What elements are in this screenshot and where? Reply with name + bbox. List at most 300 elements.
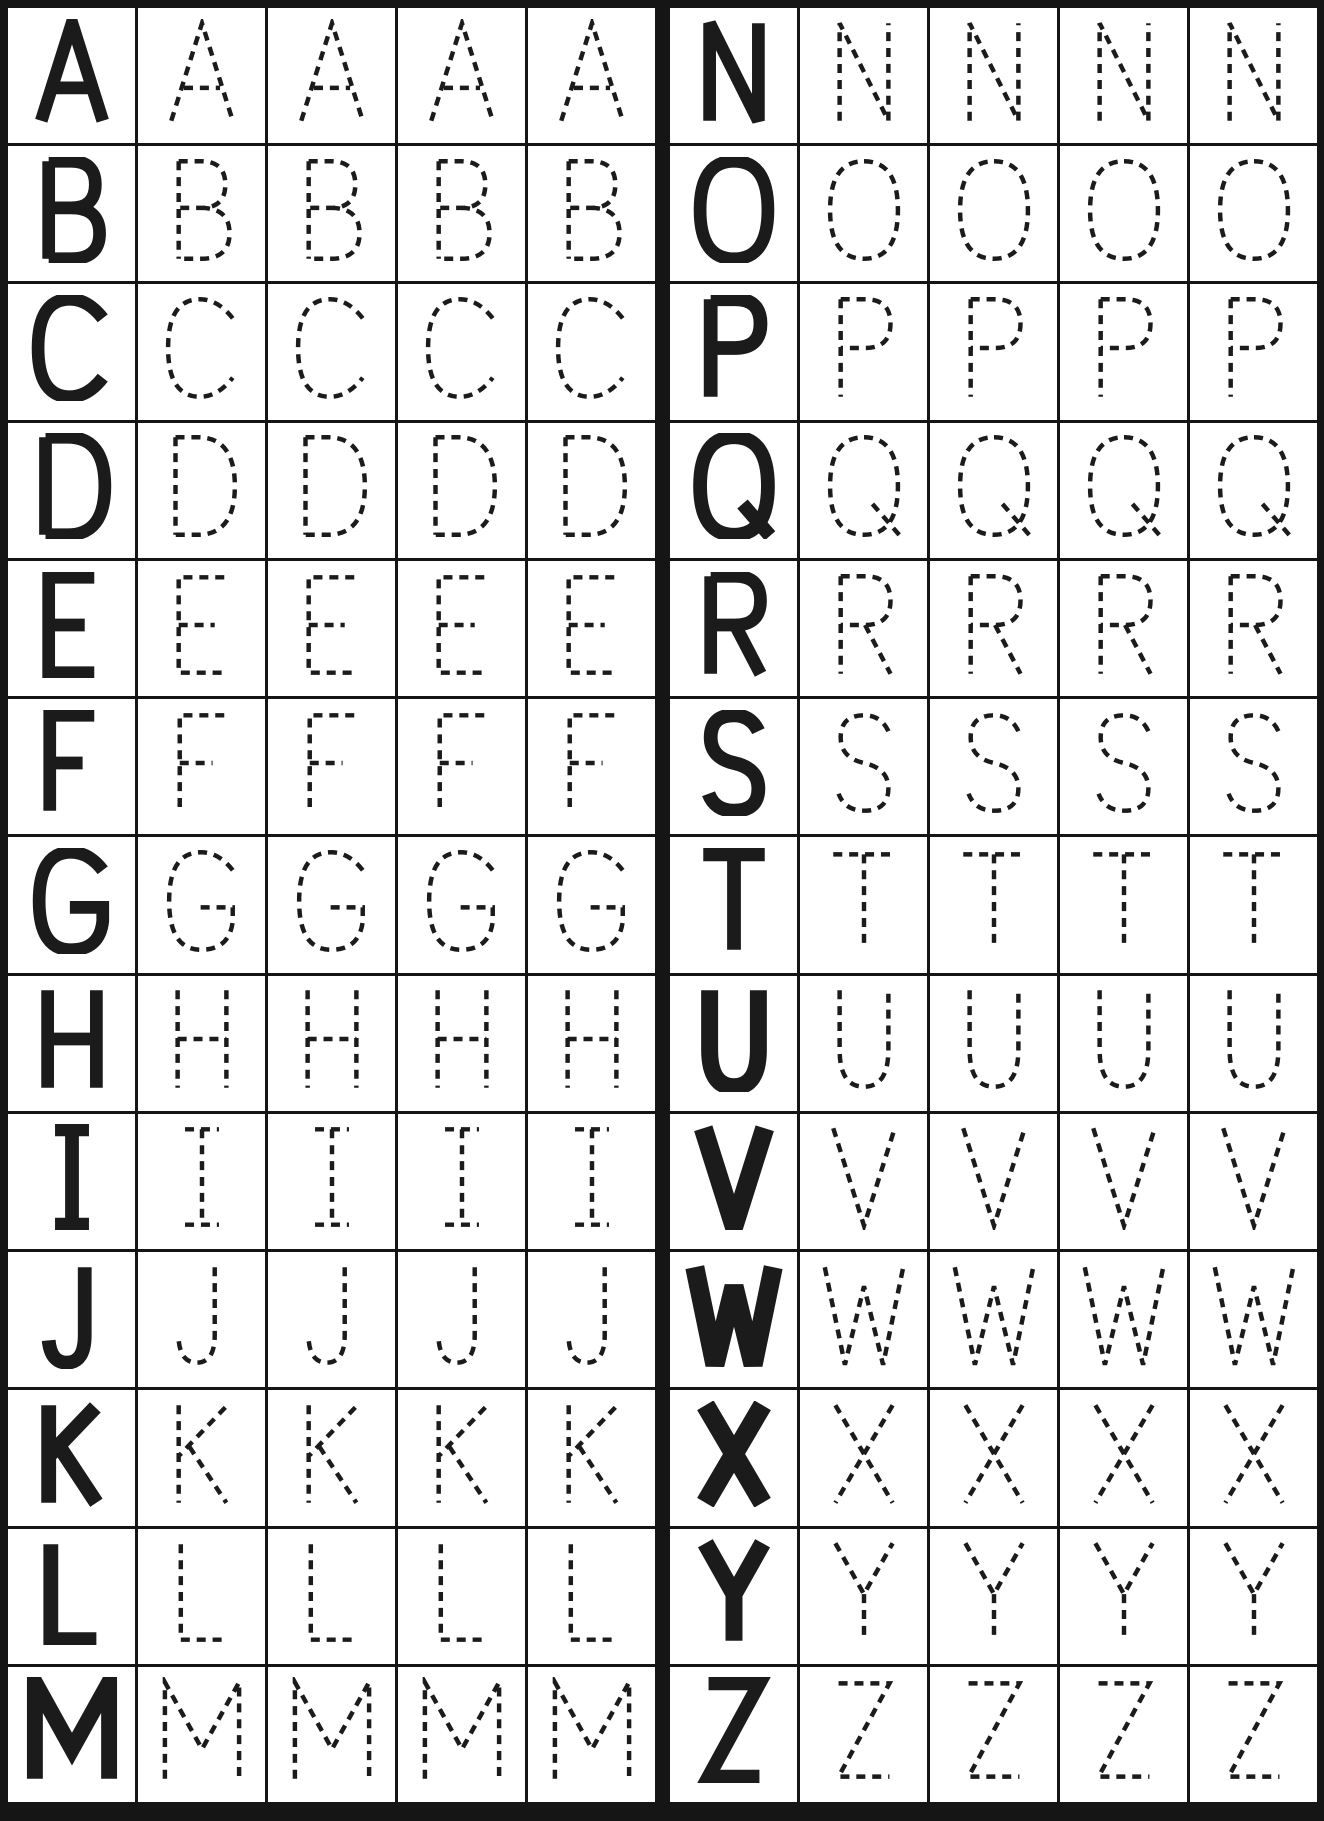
- letter-V-trace-glyph: [811, 1124, 917, 1230]
- letter-N-trace-path: [969, 23, 1018, 121]
- letter-F-trace-glyph: [279, 710, 385, 816]
- cell-M-trace-1: [138, 1667, 265, 1802]
- letter-U-solid-path: [709, 990, 758, 1086]
- letter-W-trace-glyph: [1201, 1263, 1307, 1369]
- letter-S-trace-glyph: [1201, 710, 1307, 816]
- letter-I-trace-path: [185, 1130, 219, 1225]
- letter-W-trace-path: [954, 1267, 1032, 1365]
- cell-O-trace-1: [800, 146, 927, 281]
- cell-P-trace-1: [800, 284, 927, 419]
- letter-Z-solid-glyph: [681, 1677, 787, 1783]
- cell-W-trace-4: [1190, 1252, 1317, 1387]
- letter-F-trace-glyph: [149, 710, 255, 816]
- letter-R-solid-path: [710, 576, 760, 674]
- letter-U-trace-glyph: [1071, 986, 1177, 1092]
- cell-Q-trace-2: [930, 423, 1057, 558]
- cell-G-trace-2: [268, 837, 395, 972]
- letter-T-trace-path: [1223, 854, 1284, 949]
- letter-X-trace-glyph: [811, 1401, 917, 1507]
- letter-Z-trace-path: [838, 1684, 889, 1777]
- letter-G-trace-glyph: [409, 848, 515, 954]
- cell-G-trace-3: [398, 837, 525, 972]
- letter-V-trace-path: [833, 1129, 894, 1227]
- cell-Z-trace-2: [930, 1667, 1057, 1802]
- letter-Z-trace-path: [968, 1684, 1019, 1777]
- letter-Q-trace-glyph: [941, 433, 1047, 539]
- letter-H-trace-path: [567, 990, 616, 1088]
- letter-R-trace-path: [970, 576, 1020, 674]
- letter-F-trace-path: [309, 715, 354, 810]
- letter-L-trace-glyph: [149, 1539, 255, 1645]
- letter-E-trace-glyph: [279, 572, 385, 678]
- cell-Q-trace-1: [800, 423, 927, 558]
- letter-F-trace-path: [439, 715, 484, 810]
- letter-Q-trace-path: [1090, 438, 1160, 537]
- cell-X-solid: [670, 1390, 797, 1525]
- letter-Y-trace-path: [965, 1543, 1022, 1641]
- cell-T-trace-4: [1190, 837, 1317, 972]
- letter-Q-solid-glyph: [681, 433, 787, 539]
- letter-O-trace-glyph: [1071, 157, 1177, 263]
- letter-R-trace-path: [840, 576, 890, 674]
- cell-H-trace-4: [528, 976, 655, 1111]
- letter-Z-trace-glyph: [1201, 1677, 1307, 1783]
- letter-P-solid-glyph: [681, 295, 787, 401]
- letter-G-trace-path: [299, 852, 363, 950]
- cell-L-trace-2: [268, 1529, 395, 1664]
- letter-Y-trace-glyph: [1201, 1539, 1307, 1645]
- letter-A-solid-glyph: [19, 19, 125, 125]
- cell-Z-solid: [670, 1667, 797, 1802]
- cell-V-trace-1: [800, 1114, 927, 1249]
- letter-Z-trace-path: [1228, 1684, 1279, 1777]
- cell-G-trace-1: [138, 837, 265, 972]
- letter-L-trace-glyph: [539, 1539, 645, 1645]
- cell-Y-trace-1: [800, 1529, 927, 1664]
- letter-R-trace-path: [1230, 576, 1280, 674]
- cell-R-trace-4: [1190, 561, 1317, 696]
- letter-S-solid-glyph: [681, 710, 787, 816]
- letter-A-trace-glyph: [279, 19, 385, 125]
- letter-E-trace-path: [438, 577, 484, 672]
- letter-L-trace-path: [570, 1544, 616, 1639]
- letter-U-trace-path: [969, 990, 1018, 1086]
- cell-B-trace-3: [398, 146, 525, 281]
- letter-J-trace-glyph: [279, 1263, 385, 1369]
- cell-R-trace-3: [1060, 561, 1187, 696]
- cell-C-trace-3: [398, 284, 525, 419]
- letter-J-trace-glyph: [409, 1263, 515, 1369]
- letter-H-trace-path: [177, 990, 226, 1088]
- letter-L-trace-path: [180, 1544, 226, 1639]
- letter-G-trace-path: [429, 852, 493, 950]
- letter-P-trace-path: [1230, 299, 1280, 397]
- letter-X-trace-path: [1095, 1405, 1152, 1503]
- letter-V-trace-path: [963, 1129, 1024, 1227]
- letter-I-trace-path: [315, 1130, 349, 1225]
- letter-O-trace-glyph: [1201, 157, 1307, 263]
- letter-A-trace-glyph: [149, 19, 255, 125]
- cell-U-trace-2: [930, 976, 1057, 1111]
- cell-E-trace-4: [528, 561, 655, 696]
- letter-D-trace-glyph: [149, 433, 255, 539]
- cell-R-solid: [670, 561, 797, 696]
- letter-T-solid-path: [703, 854, 764, 949]
- letter-B-trace-glyph: [409, 157, 515, 263]
- letter-N-trace-glyph: [811, 19, 917, 125]
- cell-I-trace-4: [528, 1114, 655, 1249]
- letter-G-solid-glyph: [19, 848, 125, 954]
- letter-P-trace-glyph: [1071, 295, 1177, 401]
- letter-I-trace-path: [575, 1130, 609, 1225]
- letter-S-trace-glyph: [811, 710, 917, 816]
- cell-I-trace-1: [138, 1114, 265, 1249]
- letter-B-solid-glyph: [19, 157, 125, 263]
- letter-B-trace-glyph: [149, 157, 255, 263]
- letter-C-solid-path: [38, 299, 103, 397]
- letter-C-trace-glyph: [539, 295, 645, 401]
- letter-S-trace-glyph: [1071, 710, 1177, 816]
- cell-C-solid: [8, 284, 135, 419]
- letter-W-trace-glyph: [941, 1263, 1047, 1369]
- cell-V-solid: [670, 1114, 797, 1249]
- cell-W-trace-3: [1060, 1252, 1187, 1387]
- letter-K-trace-path: [308, 1405, 356, 1503]
- cell-T-trace-1: [800, 837, 927, 972]
- letter-M-solid-glyph: [19, 1677, 125, 1783]
- cell-P-trace-3: [1060, 284, 1187, 419]
- letter-A-trace-path: [301, 23, 362, 121]
- cell-T-solid: [670, 837, 797, 972]
- cell-K-trace-3: [398, 1390, 525, 1525]
- cell-C-trace-1: [138, 284, 265, 419]
- cell-T-trace-3: [1060, 837, 1187, 972]
- letter-O-trace-path: [960, 161, 1028, 259]
- letter-E-trace-path: [178, 577, 224, 672]
- letter-Y-trace-glyph: [811, 1539, 917, 1645]
- cell-H-solid: [8, 976, 135, 1111]
- letter-B-trace-glyph: [539, 157, 645, 263]
- letter-S-trace-path: [1228, 715, 1278, 810]
- letter-D-trace-path: [305, 438, 364, 536]
- letter-W-trace-glyph: [1071, 1263, 1177, 1369]
- letter-W-solid-glyph: [681, 1263, 787, 1369]
- letter-G-trace-glyph: [539, 848, 645, 954]
- letter-T-trace-glyph: [941, 848, 1047, 954]
- letter-P-solid-path: [710, 299, 760, 397]
- cell-P-trace-2: [930, 284, 1057, 419]
- cell-A-trace-1: [138, 8, 265, 143]
- letter-C-solid-glyph: [19, 295, 125, 401]
- cell-F-solid: [8, 699, 135, 834]
- letter-P-trace-glyph: [941, 295, 1047, 401]
- letter-D-trace-path: [175, 438, 234, 536]
- letter-B-trace-glyph: [279, 157, 385, 263]
- letter-Q-trace-glyph: [1201, 433, 1307, 539]
- cell-I-trace-3: [398, 1114, 525, 1249]
- letter-C-trace-path: [168, 299, 233, 397]
- cell-U-trace-3: [1060, 976, 1187, 1111]
- cell-D-trace-2: [268, 423, 395, 558]
- cell-V-trace-4: [1190, 1114, 1317, 1249]
- letter-W-trace-path: [824, 1267, 902, 1365]
- cell-Q-trace-4: [1190, 423, 1317, 558]
- letter-D-solid-path: [45, 438, 104, 536]
- letter-I-trace-glyph: [149, 1124, 255, 1230]
- letter-N-trace-glyph: [941, 19, 1047, 125]
- cell-H-trace-2: [268, 976, 395, 1111]
- letter-E-trace-glyph: [149, 572, 255, 678]
- letter-O-solid-path: [700, 161, 768, 259]
- letter-X-solid-path: [705, 1405, 762, 1503]
- letter-Q-trace-path: [1220, 438, 1290, 537]
- letter-W-trace-path: [1084, 1267, 1162, 1365]
- letter-F-solid-glyph: [19, 710, 125, 816]
- letter-T-trace-path: [833, 854, 894, 949]
- letter-J-trace-glyph: [539, 1263, 645, 1369]
- cell-X-trace-2: [930, 1390, 1057, 1525]
- letter-Y-trace-path: [1095, 1543, 1152, 1641]
- letter-H-trace-path: [437, 990, 486, 1088]
- letter-A-solid-path: [41, 23, 102, 121]
- cell-T-trace-2: [930, 837, 1057, 972]
- letter-H-trace-path: [307, 990, 356, 1088]
- letter-P-trace-glyph: [811, 295, 917, 401]
- letter-X-trace-path: [965, 1405, 1022, 1503]
- letter-E-trace-glyph: [409, 572, 515, 678]
- letter-W-solid-path: [694, 1267, 772, 1365]
- letter-U-trace-path: [1099, 990, 1148, 1086]
- letter-K-trace-glyph: [409, 1401, 515, 1507]
- letter-E-trace-glyph: [539, 572, 645, 678]
- cell-F-trace-1: [138, 699, 265, 834]
- letter-C-trace-glyph: [279, 295, 385, 401]
- letter-X-trace-path: [835, 1405, 892, 1503]
- cell-O-trace-4: [1190, 146, 1317, 281]
- letter-Z-trace-glyph: [941, 1677, 1047, 1783]
- cell-Y-trace-4: [1190, 1529, 1317, 1664]
- cell-S-trace-1: [800, 699, 927, 834]
- cell-P-solid: [670, 284, 797, 419]
- letter-X-trace-glyph: [1201, 1401, 1307, 1507]
- letter-K-solid-glyph: [19, 1401, 125, 1507]
- cell-Y-solid: [670, 1529, 797, 1664]
- letter-S-trace-glyph: [941, 710, 1047, 816]
- letter-R-trace-glyph: [941, 572, 1047, 678]
- letter-E-solid-path: [48, 577, 94, 672]
- cell-M-solid: [8, 1667, 135, 1802]
- letter-O-trace-path: [1090, 161, 1158, 259]
- letter-C-trace-path: [428, 299, 493, 397]
- letter-H-solid-path: [47, 990, 96, 1088]
- cell-F-trace-3: [398, 699, 525, 834]
- letter-W-trace-path: [1214, 1267, 1292, 1365]
- letter-Y-solid-path: [705, 1543, 762, 1641]
- letter-N-trace-path: [839, 23, 888, 121]
- letter-R-trace-glyph: [811, 572, 917, 678]
- letter-L-trace-glyph: [409, 1539, 515, 1645]
- letter-C-trace-path: [558, 299, 623, 397]
- letter-O-trace-glyph: [811, 157, 917, 263]
- cell-X-trace-4: [1190, 1390, 1317, 1525]
- cell-J-solid: [8, 1252, 135, 1387]
- cell-A-trace-2: [268, 8, 395, 143]
- cell-H-trace-1: [138, 976, 265, 1111]
- cell-J-trace-3: [398, 1252, 525, 1387]
- letter-Q-trace-glyph: [1071, 433, 1177, 539]
- letter-Z-solid-path: [708, 1684, 759, 1777]
- letter-R-solid-glyph: [681, 572, 787, 678]
- letter-O-trace-path: [830, 161, 898, 259]
- letter-Q-trace-glyph: [811, 433, 917, 539]
- letter-K-trace-path: [438, 1405, 486, 1503]
- letter-P-trace-glyph: [1201, 295, 1307, 401]
- letter-F-trace-path: [179, 715, 224, 810]
- letter-L-trace-path: [440, 1544, 486, 1639]
- letter-W-trace-glyph: [811, 1263, 917, 1369]
- cell-D-trace-1: [138, 423, 265, 558]
- cell-M-trace-2: [268, 1667, 395, 1802]
- letter-X-solid-glyph: [681, 1401, 787, 1507]
- letter-Z-trace-glyph: [811, 1677, 917, 1783]
- letter-D-trace-glyph: [539, 433, 645, 539]
- letter-P-trace-path: [840, 299, 890, 397]
- letter-M-trace-glyph: [149, 1677, 255, 1783]
- panel-left: [8, 8, 655, 1802]
- letter-M-trace-path: [294, 1683, 368, 1779]
- cell-E-trace-1: [138, 561, 265, 696]
- letter-M-trace-path: [164, 1683, 238, 1779]
- cell-H-trace-3: [398, 976, 525, 1111]
- letter-J-trace-glyph: [149, 1263, 255, 1369]
- cell-Y-trace-2: [930, 1529, 1057, 1664]
- letter-J-trace-path: [568, 1267, 604, 1362]
- letter-Y-solid-glyph: [681, 1539, 787, 1645]
- letter-E-solid-glyph: [19, 572, 125, 678]
- cell-U-solid: [670, 976, 797, 1111]
- letter-T-trace-path: [963, 854, 1024, 949]
- letter-V-trace-path: [1223, 1129, 1284, 1227]
- letter-Y-trace-glyph: [1071, 1539, 1177, 1645]
- letter-M-solid-path: [34, 1683, 108, 1779]
- letter-K-solid-path: [48, 1405, 96, 1503]
- letter-J-solid-glyph: [19, 1263, 125, 1369]
- letter-F-solid-path: [49, 715, 94, 810]
- letter-X-trace-glyph: [1071, 1401, 1177, 1507]
- cell-X-trace-1: [800, 1390, 927, 1525]
- cell-I-trace-2: [268, 1114, 395, 1249]
- letter-U-solid-glyph: [681, 986, 787, 1092]
- cell-L-trace-3: [398, 1529, 525, 1664]
- letter-Y-trace-glyph: [941, 1539, 1047, 1645]
- cell-R-trace-2: [930, 561, 1057, 696]
- cell-B-trace-2: [268, 146, 395, 281]
- letter-I-trace-path: [445, 1130, 479, 1225]
- letter-F-trace-path: [569, 715, 614, 810]
- letter-A-trace-path: [171, 23, 232, 121]
- letter-S-trace-path: [1098, 715, 1148, 810]
- cell-B-solid: [8, 146, 135, 281]
- letter-N-trace-glyph: [1071, 19, 1177, 125]
- letter-B-solid-path: [48, 161, 99, 259]
- letter-B-trace-path: [308, 161, 359, 259]
- letter-D-solid-glyph: [19, 433, 125, 539]
- cell-N-trace-1: [800, 8, 927, 143]
- letter-G-trace-glyph: [149, 848, 255, 954]
- letter-A-trace-glyph: [409, 19, 515, 125]
- cell-I-solid: [8, 1114, 135, 1249]
- letter-C-trace-path: [298, 299, 363, 397]
- letter-B-trace-path: [568, 161, 619, 259]
- cell-V-trace-3: [1060, 1114, 1187, 1249]
- cell-O-solid: [670, 146, 797, 281]
- panel-right: [670, 8, 1317, 1802]
- cell-D-trace-3: [398, 423, 525, 558]
- cell-Z-trace-1: [800, 1667, 927, 1802]
- letter-H-trace-glyph: [149, 986, 255, 1092]
- letter-V-solid-glyph: [681, 1124, 787, 1230]
- letter-P-trace-path: [970, 299, 1020, 397]
- letter-G-trace-path: [559, 852, 623, 950]
- letter-U-trace-glyph: [811, 986, 917, 1092]
- cell-F-trace-2: [268, 699, 395, 834]
- letter-O-trace-path: [1220, 161, 1288, 259]
- letter-Q-solid-path: [700, 438, 770, 537]
- cell-L-trace-1: [138, 1529, 265, 1664]
- letter-U-trace-path: [839, 990, 888, 1086]
- letter-Y-trace-path: [835, 1543, 892, 1641]
- cell-A-trace-3: [398, 8, 525, 143]
- letter-P-trace-path: [1100, 299, 1150, 397]
- cell-D-trace-4: [528, 423, 655, 558]
- letter-A-trace-path: [431, 23, 492, 121]
- letter-I-trace-glyph: [409, 1124, 515, 1230]
- cell-S-trace-3: [1060, 699, 1187, 834]
- letter-G-trace-path: [169, 852, 233, 950]
- letter-H-trace-glyph: [279, 986, 385, 1092]
- letter-R-trace-path: [1100, 576, 1150, 674]
- letter-K-trace-glyph: [149, 1401, 255, 1507]
- cell-Z-trace-4: [1190, 1667, 1317, 1802]
- letter-L-trace-glyph: [279, 1539, 385, 1645]
- cell-N-trace-3: [1060, 8, 1187, 143]
- letter-V-trace-glyph: [941, 1124, 1047, 1230]
- cell-N-trace-4: [1190, 8, 1317, 143]
- cell-J-trace-4: [528, 1252, 655, 1387]
- letter-L-trace-path: [310, 1544, 356, 1639]
- letter-R-trace-glyph: [1071, 572, 1177, 678]
- letter-H-solid-glyph: [19, 986, 125, 1092]
- cell-L-trace-4: [528, 1529, 655, 1664]
- cell-B-trace-1: [138, 146, 265, 281]
- cell-W-trace-1: [800, 1252, 927, 1387]
- cell-R-trace-1: [800, 561, 927, 696]
- cell-M-trace-3: [398, 1667, 525, 1802]
- cell-Q-trace-3: [1060, 423, 1187, 558]
- letter-J-trace-path: [178, 1267, 214, 1362]
- cell-S-trace-4: [1190, 699, 1317, 834]
- cell-G-trace-4: [528, 837, 655, 972]
- cell-Z-trace-3: [1060, 1667, 1187, 1802]
- letter-Q-trace-path: [830, 438, 900, 537]
- letter-N-solid-glyph: [681, 19, 787, 125]
- letter-R-trace-glyph: [1201, 572, 1307, 678]
- letter-J-solid-path: [48, 1267, 84, 1362]
- letter-Y-trace-path: [1225, 1543, 1282, 1641]
- cell-V-trace-2: [930, 1114, 1057, 1249]
- letter-D-trace-path: [435, 438, 494, 536]
- letter-V-trace-path: [1093, 1129, 1154, 1227]
